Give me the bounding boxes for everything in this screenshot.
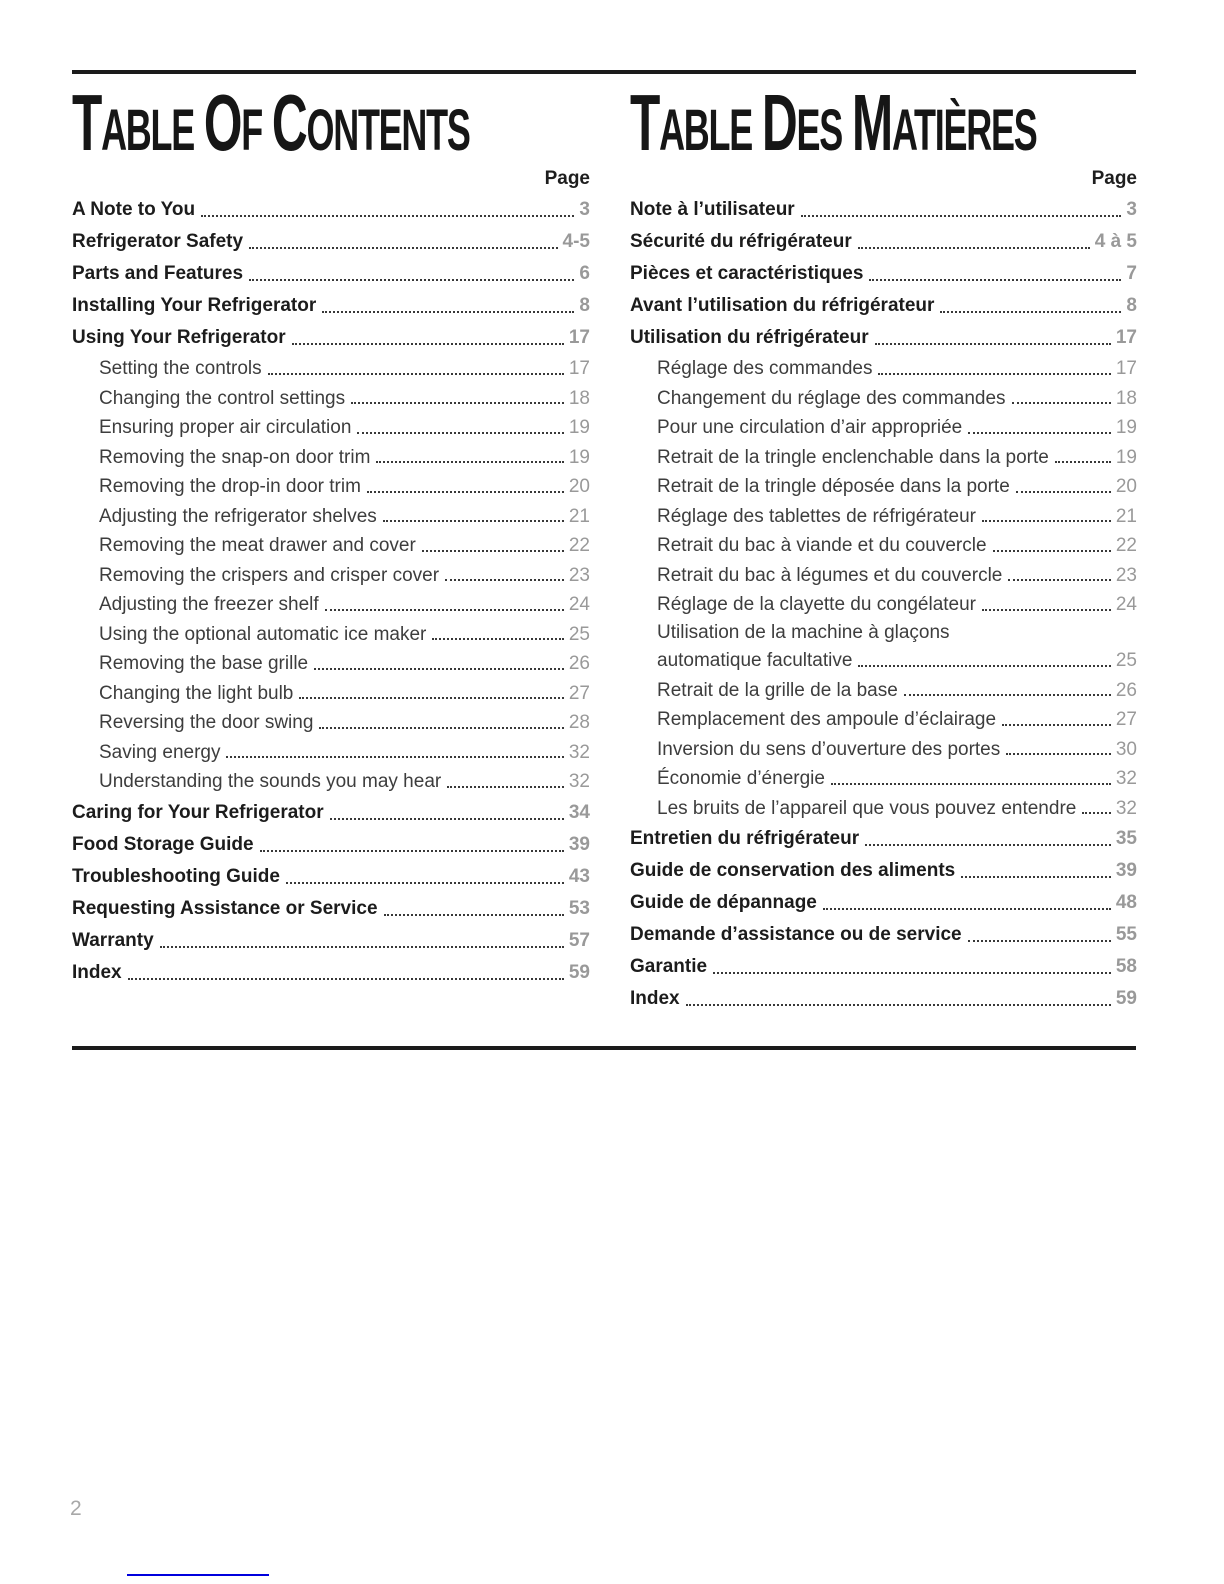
toc-entry-label: Guide de conservation des aliments [630,860,956,881]
leader-dots [968,940,1111,942]
toc-entry-page: 26 [1115,679,1137,701]
toc-entry-label: Food Storage Guide [72,833,254,855]
toc-entry-page: 7 [1126,263,1137,284]
leader-dots [249,247,557,249]
toc-entry [72,590,590,620]
toc-entry-label: Index [630,988,680,1009]
toc-entry-page: 28 [568,712,590,733]
toc-entry-page: 58 [1115,956,1137,977]
toc-entry [72,649,590,679]
toc-entry-page: 48 [1115,892,1137,913]
leader-dots [1082,812,1111,814]
toc-entry [630,531,1137,561]
toc-entry-label: Installing Your Refrigerator [72,295,317,316]
toc-entry-page: 25 [568,623,590,645]
toc-list-english [72,194,590,989]
toc-entry-label: Refrigerator Safety [72,231,244,252]
toc-entry [72,957,590,989]
toc-entry-page: 19 [1115,417,1137,438]
bottom-rule [72,1046,1136,1050]
toc-entry-page: 8 [1126,295,1137,316]
toc-entry [72,443,590,473]
toc-entry [630,194,1137,226]
toc-entry-page: 55 [1115,924,1137,945]
leader-dots [993,550,1111,552]
page-column-header: Page [544,168,590,189]
toc-entry [630,258,1137,290]
toc-entry-page: 35 [1115,828,1137,849]
toc-entry [630,590,1137,620]
leader-dots [260,850,564,852]
leader-dots [292,343,564,345]
leader-dots [1002,724,1111,726]
toc-entry-label: Guide de dépannage [630,892,817,913]
leader-dots [325,609,564,611]
toc-entry [72,767,590,797]
toc-entry-page: 21 [568,505,590,527]
toc-entry-page: 24 [568,594,590,615]
toc-entry-label: Ensuring proper air circulation [99,417,352,438]
toc-entry-label: Using the optional automatic ice maker [99,623,427,645]
toc-entry-page: 34 [568,801,590,823]
toc-entry-label: Économie d’énergie [657,768,825,789]
toc-entry-page: 32 [1115,768,1137,789]
toc-entry-label: Retrait du bac à viande et du couvercle [657,535,987,556]
toc-entry-label: Removing the drop-in door trim [99,476,361,497]
toc-entry-page: 19 [568,446,590,468]
leader-dots [801,215,1122,217]
toc-entry-page: 59 [1115,988,1137,1009]
leader-dots [268,373,564,375]
toc-entry [72,472,590,502]
toc-entry [630,502,1137,532]
leader-dots [367,491,564,493]
toc-entry [630,855,1137,887]
toc-entry-label: Garantie [630,956,708,977]
leader-dots [1055,461,1111,463]
leader-dots [1012,402,1111,404]
leader-dots [982,520,1111,522]
leader-dots [357,432,563,434]
toc-entry [630,620,1137,676]
toc-entry-label: Removing the crispers and crisper cover [99,564,440,586]
toc-entry-page: 18 [568,387,590,409]
footer-page-number: 2 [70,1497,82,1520]
leader-dots [445,579,564,581]
leader-dots [249,279,574,281]
toc-entry-page: 57 [568,929,590,951]
toc-entry-page: 17 [1115,358,1137,379]
toc-entry [72,226,590,258]
toc-entry-label: Pièces et caractéristiques [630,263,864,284]
toc-entry [72,893,590,925]
leader-dots [858,665,1110,667]
toc-entry [630,413,1137,443]
toc-list-french [630,194,1137,1015]
toc-entry-label: Using Your Refrigerator [72,327,286,348]
toc-entry-label: Adjusting the refrigerator shelves [99,505,377,527]
toc-entry-label: Réglage des tablettes de réfrigérateur [657,505,976,527]
toc-entry-label: Pour une circulation d’air appropriée [657,417,963,438]
leader-dots [713,972,1111,974]
toc-entry [630,676,1137,706]
toc-entry [630,887,1137,919]
leader-dots [875,343,1111,345]
toc-entry-page: 22 [568,535,590,556]
toc-entry [72,194,590,226]
toc-entry [630,705,1137,735]
toc-entry-page: 3 [1126,199,1137,220]
toc-entry-page: 21 [1115,505,1137,527]
toc-entry-label: Retrait de la grille de la base [657,679,898,701]
toc-entry [630,384,1137,414]
toc-entry-page: 59 [568,961,590,983]
leader-dots [128,978,564,980]
toc-entry [72,322,590,354]
toc-entry-label: Retrait de la tringle enclenchable dans la porte [657,446,1049,468]
toc-entry-page: 8 [579,295,590,316]
toc-entry-label: Changing the light bulb [99,682,294,704]
leader-dots [422,550,564,552]
toc-entry-label: Entretien du réfrigérateur [630,828,860,849]
toc-entry-label: Changing the control settings [99,387,346,409]
toc-entry-page: 6 [579,263,590,284]
toc-entry-page: 30 [1115,738,1137,760]
toc-entry-page: 43 [568,865,590,887]
toc-entry [630,794,1137,824]
toc-entry-label-line2: automatique facultative [657,649,853,671]
toc-entry [72,561,590,591]
toc-entry-label: Removing the base grille [99,653,309,674]
toc-entry-label: Sécurité du réfrigérateur [630,231,852,252]
toc-entry-page: 24 [1115,594,1137,615]
toc-entry [630,823,1137,855]
toc-entry-label: Setting the controls [99,358,262,379]
toc-entry-label: Utilisation du réfrigérateur [630,327,869,348]
toc-entry-page: 4-5 [562,231,590,252]
toc-entry-label: Adjusting the freezer shelf [99,594,319,615]
toc-entry-label: Understanding the sounds you may hear [99,771,442,792]
leader-dots [314,668,564,670]
toc-entry-page: 19 [568,417,590,438]
toc-entry [72,679,590,709]
toc-entry [630,735,1137,765]
leader-dots [447,786,564,788]
toc-entry-page: 39 [1115,860,1137,881]
toc-entry [72,797,590,829]
toc-entry-label: Réglage de la clayette du congélateur [657,594,977,615]
toc-entry [630,290,1137,322]
toc-entry [630,226,1137,258]
toc-entry-label: Saving energy [99,741,221,763]
top-rule [72,70,1136,74]
toc-entry-page: 23 [1115,564,1137,586]
leader-dots [982,609,1111,611]
toc-entry [630,472,1137,502]
toc-entry-page: 17 [1115,327,1137,348]
leader-dots [1008,579,1111,581]
toc-entry-label: Changement du réglage des commandes [657,387,1006,409]
toc-entry [630,561,1137,591]
toc-entry-label: Note à l’utilisateur [630,199,795,220]
toc-entry [72,738,590,768]
toc-entry-page: 32 [568,771,590,792]
toc-entry-page: 18 [1115,387,1137,409]
toc-entry-page: 27 [568,682,590,704]
toc-entry [72,258,590,290]
leader-dots [831,783,1111,785]
leader-dots [432,638,563,640]
toc-entry [72,829,590,861]
toc-entry [72,290,590,322]
toc-entry [72,413,590,443]
leader-dots [858,247,1090,249]
toc-entry-label: Troubleshooting Guide [72,865,280,887]
toc-entry-label: Removing the meat drawer and cover [99,535,416,556]
page-title-english: TABLE OF CONTENTS [72,78,470,167]
toc-entry-label: A Note to You [72,199,196,220]
leader-dots [226,756,563,758]
leader-dots [330,818,564,820]
toc-entry-label: Réglage des commandes [657,358,873,379]
toc-entry-page: 32 [568,741,590,763]
toc-entry-page: 20 [1115,476,1137,497]
toc-entry-label: Inversion du sens d’ouverture des portes [657,738,1001,760]
toc-entry [630,764,1137,794]
toc-entry [72,620,590,650]
leader-dots [383,520,564,522]
leader-dots [686,1004,1111,1006]
toc-entry [630,983,1137,1015]
toc-entry-label: Requesting Assistance or Service [72,897,378,919]
toc-entry [72,531,590,561]
toc-entry-page: 19 [1115,446,1137,468]
leader-dots [904,694,1111,696]
toc-entry [72,708,590,738]
blue-underline-mark [127,1574,269,1576]
page-title-french: TABLE DES MATIÈRES [630,78,1037,167]
toc-entry-label: Parts and Features [72,263,244,284]
toc-entry [630,322,1137,354]
toc-entry [72,354,590,384]
leader-dots [1016,491,1111,493]
toc-entry-page: 25 [1115,649,1137,671]
leader-dots [1006,753,1111,755]
toc-entry [630,919,1137,951]
leader-dots [384,914,564,916]
leader-dots [823,908,1111,910]
toc-entry-page: 17 [568,358,590,379]
leader-dots [351,402,564,404]
toc-column-french [630,78,1137,1015]
toc-entry-page: 27 [1115,709,1137,730]
toc-entry-label: Warranty [72,929,154,951]
toc-entry-label: Index [72,961,122,983]
toc-entry-page: 22 [1115,535,1137,556]
leader-dots [322,311,574,313]
toc-entry [72,925,590,957]
leader-dots [940,311,1121,313]
toc-entry [630,951,1137,983]
leader-dots [968,432,1111,434]
leader-dots [961,876,1111,878]
toc-entry-label: Reversing the door swing [99,712,314,733]
toc-entry [630,443,1137,473]
toc-entry-label: Remplacement des ampoule d’éclairage [657,709,997,730]
toc-entry [630,354,1137,384]
toc-entry [72,384,590,414]
toc-entry-label: Caring for Your Refrigerator [72,801,324,823]
leader-dots [286,882,564,884]
toc-column-english [72,78,590,1015]
toc-entry-page: 20 [568,476,590,497]
toc-entry-page: 23 [568,564,590,586]
toc-columns [72,78,1137,1015]
toc-entry [72,502,590,532]
toc-entry-label: Utilisation de la machine à glaçons [657,621,950,643]
leader-dots [160,946,564,948]
leader-dots [869,279,1121,281]
toc-entry-page: 26 [568,653,590,674]
leader-dots [878,373,1110,375]
toc-entry-page: 4 à 5 [1094,231,1137,252]
leader-dots [865,844,1111,846]
toc-entry-label: Removing the snap-on door trim [99,446,371,468]
page-column-header: Page [1091,168,1137,189]
toc-entry-label: Les bruits de l’appareil que vous pouvez entendre [657,797,1077,819]
toc-entry-label: Retrait du bac à légumes et du couvercle [657,564,1003,586]
toc-entry-page: 32 [1115,797,1137,819]
toc-entry-page: 3 [579,199,590,220]
leader-dots [319,727,563,729]
leader-dots [201,215,574,217]
toc-entry-page: 39 [568,833,590,855]
leader-dots [376,461,563,463]
toc-entry-label: Demande d’assistance ou de service [630,924,962,945]
toc-entry-label: Retrait de la tringle déposée dans la porte [657,476,1010,497]
toc-entry-page: 53 [568,897,590,919]
toc-entry [72,861,590,893]
toc-entry-page: 17 [568,327,590,348]
leader-dots [299,697,563,699]
toc-entry-label: Avant l’utilisation du réfrigérateur [630,295,935,316]
